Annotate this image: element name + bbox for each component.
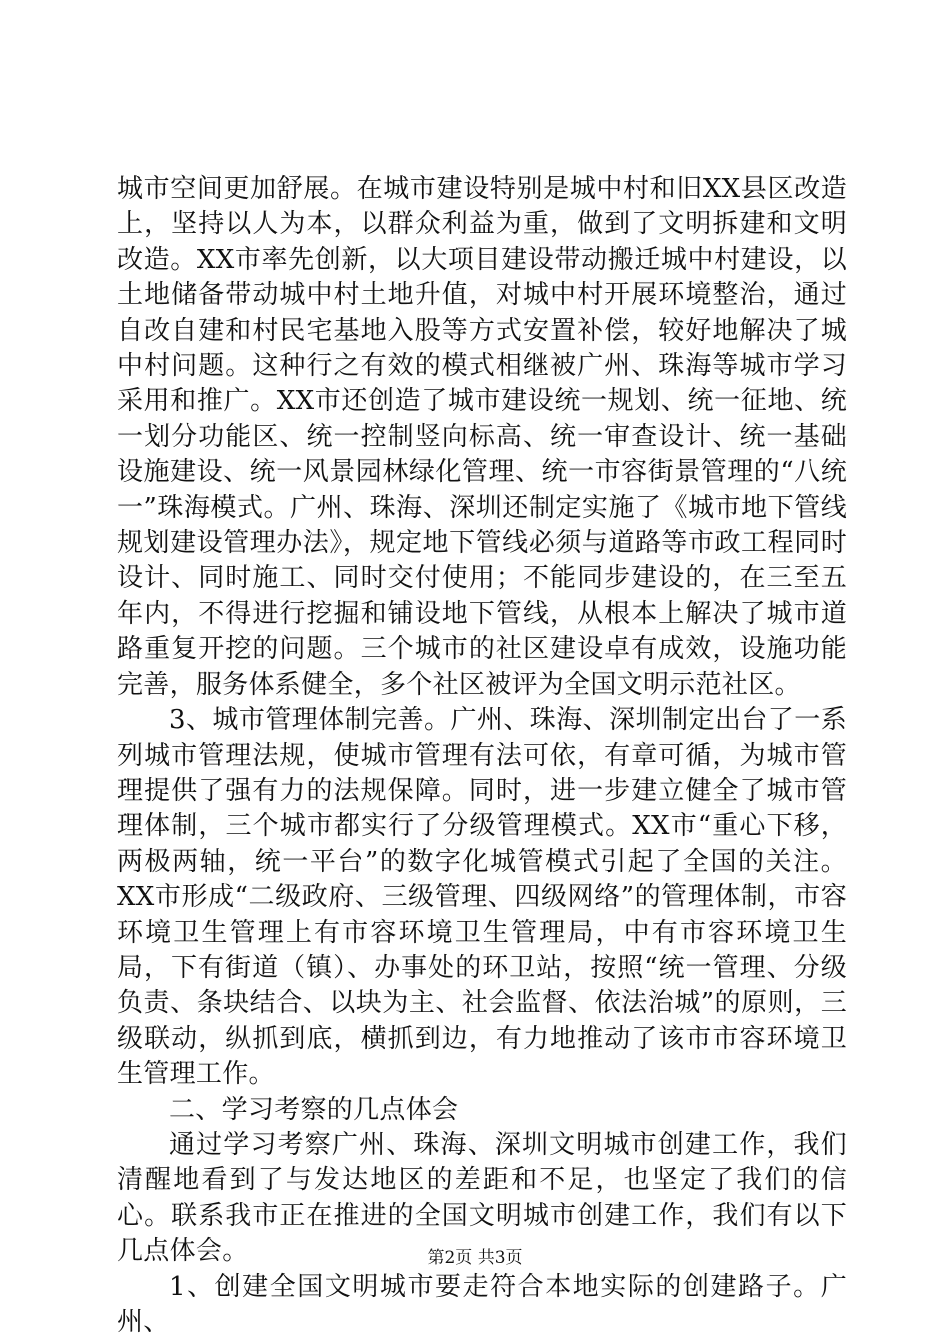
paragraph-1: 城市空间更加舒展。在城市建设特别是城中村和旧XX县区改造上，坚持以人为本，以群众利益为重，做到了文明拆建和文明改造。XX市率先创新，以大项目建设带动搬迁城中村建设，以土地储备带动城中村土地升值，对城中村开展环境整治，通过自改自建和村民宅基地入股等方式安置补偿，较好地解决了城中村问题。这种行之有效的模式相继被广州、珠海等城市学习采用和推广。XX市还创造了城市建设统一规划、统一征地、统一划分功能区、统一控制竖向标高、统一审查设计、统一基础设施建设、统一风景园林绿化管理、统一市容街景管理的“八统一”珠海模式。广州、珠海、深圳还制定实施了《城市地下管线规划建设管理办法》，规定地下管线必须与道路等市政工程同时设计、同时施工、同时交付使用；不能同步建设的，在三至五年内，不得进行挖掘和铺设地下管线，从根本上解决了城市道路重复开挖的问题。三个城市的社区建设卓有成效，设施功能完善，服务体系健全，多个社区被评为全国文明示范社区。 [117,174,847,700]
paragraph-3: 通过学习考察广州、珠海、深圳文明城市创建工作，我们清醒地看到了与发达地区的差距和不足，也坚定了我们的信心。联系我市正在推进的全国文明城市创建工作，我们有以下几点体会。 [117,1129,847,1267]
paragraph-4: 1、创建全国文明城市要走符合本地实际的创建路子。广州、 [117,1271,847,1337]
section-heading: 二、学习考察的几点体会 [169,1094,459,1125]
page-footer: 第2页 共3页 [427,1248,523,1268]
paragraph-2: 3、城市管理体制完善。广州、珠海、深圳制定出台了一系列城市管理法规，使城市管理有法可依，有章可循，为城市管理提供了强有力的法规保障。同时，进一步建立健全了城市管理体制，三个城市都实行了分级管理模式。XX市“重心下移，两极两轴，统一平台”的数字化城管模式引起了全国的关注。XX市形成“二级政府、三级管理、四级网络”的管理体制，市容环境卫生管理上有市容环境卫生管理局，中有市容环境卫生局，下有街道（镇）、办事处的环卫站，按照“统一管理、分级负责、条块结合、以块为主、社会监督、依法治城”的原则，三级联动，纵抓到底，横抓到边，有力地推动了该市市容环境卫生管理工作。 [117,705,847,1090]
document-body [117,172,847,1340]
